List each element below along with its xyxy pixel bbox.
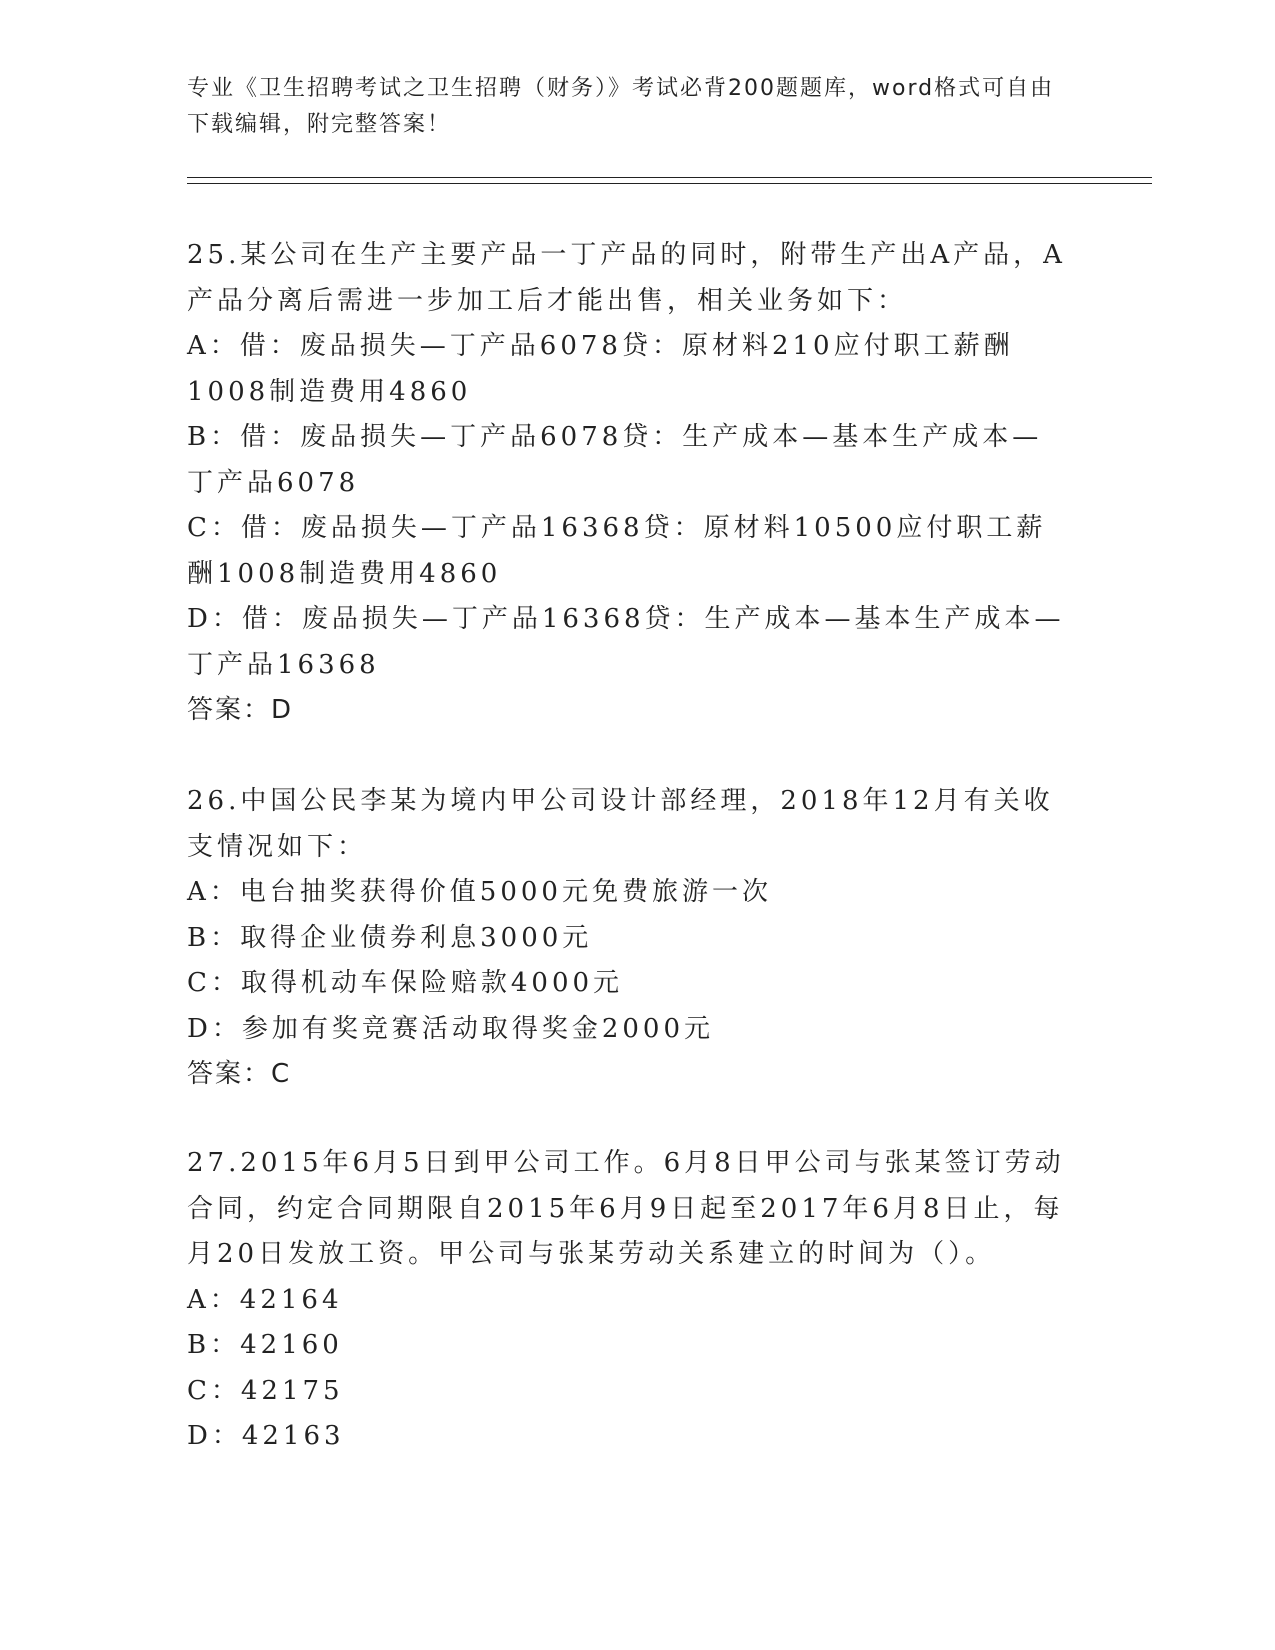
answer-line: 答案：D [187,695,294,725]
answer-line: 答案：C [187,1059,292,1089]
question-stem: 27.2015年6月5日到甲公司工作。6月8日甲公司与张某签订劳动合同，约定合同期限自2015年6月9日起至2017年6月8日止，每月20日发放工资。甲公司与张某劳动关系建立的时间为（）。 [187,1148,1065,1269]
option-c: C：取得机动车保险赔款4000元 [187,968,624,998]
option-a: A：电台抽奖获得价值5000元免费旅游一次 [187,877,772,907]
option-d: D：借：废品损失—丁产品16368贷：生产成本—基本生产成本—丁产品16368 [187,604,1065,680]
option-b: B：取得企业债券利息3000元 [187,922,593,953]
option-c: C：42175 [187,1375,344,1406]
question-stem: 26.中国公民李某为境内甲公司设计部经理，2018年12月有关收支情况如下： [187,786,1054,862]
header-divider-top [187,177,1152,178]
question-27 [187,1141,1067,1460]
option-d: D：参加有奖竞赛活动取得奖金2000元 [187,1013,715,1044]
question-26 [187,779,1067,1098]
question-25 [187,233,1067,734]
option-a: A：借：废品损失—丁产品6078贷：原材料210应付职工薪酬1008制造费用4860 [187,331,1014,407]
document-intro: 专业《卫生招聘考试之卫生招聘（财务）》考试必背200题题库，word格式可自由下载编辑，附完整答案！ [187,76,1055,137]
option-d: D：42163 [187,1421,345,1451]
option-b: B：借：废品损失—丁产品6078贷：生产成本—基本生产成本—丁产品6078 [187,422,1043,498]
option-c: C：借：废品损失—丁产品16368贷：原材料10500应付职工薪酬1008制造费用4860 [187,513,1047,589]
option-b: B：42160 [187,1330,343,1360]
question-stem: 25.某公司在生产主要产品一丁产品的同时，附带生产出A产品，A产品分离后需进一步加工后才能出售，相关业务如下： [187,240,1066,316]
header-divider-bottom [187,183,1152,184]
option-a: A：42164 [187,1284,343,1315]
